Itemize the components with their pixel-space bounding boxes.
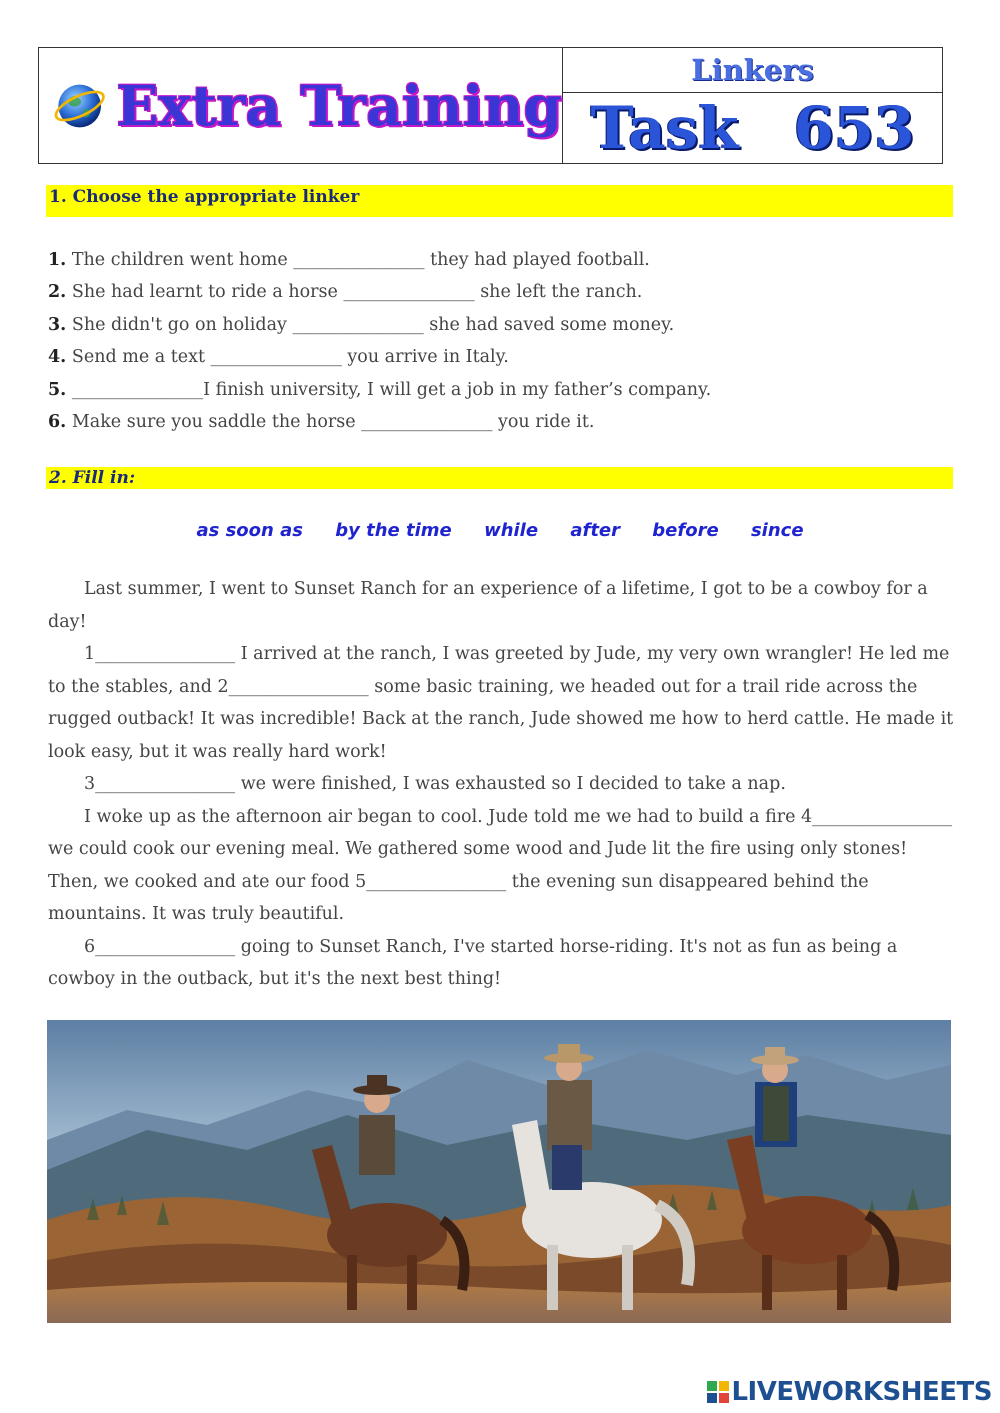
exercise-item: 1. The children went home _______________ they had played football. xyxy=(48,250,650,270)
exercise-item: 5. _______________I finish university, I will get a job in my father’s company. xyxy=(48,380,712,400)
liveworksheets-logo-icon xyxy=(707,1381,729,1403)
story-paragraph: I woke up as the afternoon air began to cool. Jude told me we had to build a fire 4________________ we could cook our evening meal. We gathered some wood and Jude lit the fire using only stones! Then, we cooked and ate our food 5________________ the evening sun disappeared behind the mountains. It was truly beautiful. xyxy=(48,806,953,924)
word-bank-item: while xyxy=(484,520,539,541)
story-paragraph: 6________________ going to Sunset Ranch, I've started horse-riding. It's not as fun as being a cowboy in the outback, but it's the next best thing! xyxy=(48,936,898,989)
story-paragraph: 1________________ I arrived at the ranch, I was greeted by Jude, my very own wrangler! He led me to the stables, and 2________________ some basic training, we headed out for a trail ride across the rugged outback! It was incredible! Back at the ranch, Jude showed me how to herd cattle. He made it look easy, but it was really hard work! xyxy=(48,644,954,762)
story-paragraph: Last summer, I went to Sunset Ranch for an experience of a lifetime, I got to be a cowboy for a day! xyxy=(48,579,928,632)
task-id xyxy=(563,93,942,163)
exercise-item: 6. Make sure you saddle the horse _______________ you ride it. xyxy=(48,412,595,432)
exercise-item: 2. She had learnt to ride a horse _______________ she left the ranch. xyxy=(48,282,643,302)
word-bank xyxy=(0,520,1000,541)
story-paragraph: 3________________ we were finished, I was exhausted so I decided to take a nap. xyxy=(84,774,786,794)
topic-label: Linkers xyxy=(563,48,942,93)
worksheet-header xyxy=(38,47,943,164)
section1-title: 1. Choose the appropriate linker xyxy=(46,185,953,217)
exercise-item: 3. She didn't go on holiday _______________ she had saved some money. xyxy=(48,315,675,335)
globe-icon xyxy=(53,77,106,135)
exercise-item: 4. Send me a text _______________ you arrive in Italy. xyxy=(48,347,509,367)
word-bank-item: by the time xyxy=(335,520,452,541)
word-bank-item: as soon as xyxy=(196,520,303,541)
word-bank-item: before xyxy=(652,520,719,541)
word-bank-item: since xyxy=(750,520,804,541)
task-label: Task xyxy=(590,94,739,162)
section2-title: 2. Fill in: xyxy=(46,467,953,489)
liveworksheets-footer xyxy=(707,1377,992,1407)
brand-block xyxy=(39,48,563,163)
task-number: 653 xyxy=(793,94,915,162)
cowboys-photo xyxy=(47,1020,951,1323)
story-text xyxy=(48,573,958,996)
liveworksheets-brand: LIVEWORKSHEETS xyxy=(731,1377,992,1407)
word-bank-item: after xyxy=(570,520,621,541)
brand-title: Extra Training xyxy=(116,73,562,138)
task-block xyxy=(563,48,942,163)
